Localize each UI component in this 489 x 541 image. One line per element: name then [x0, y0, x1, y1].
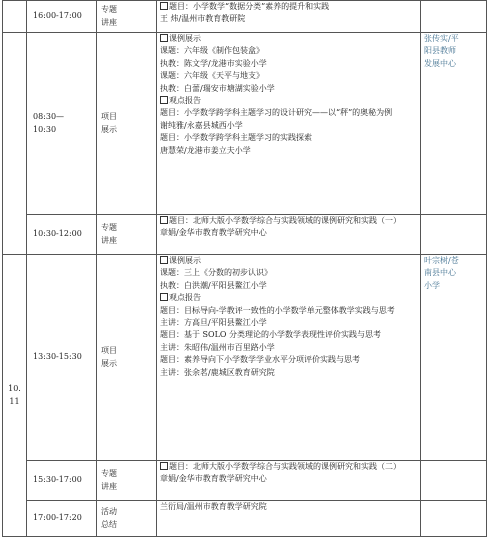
content-line: 执教：白洪潮/平阳县鳌江小学: [160, 280, 267, 290]
checkbox-icon: [160, 216, 168, 224]
checkbox-icon: [160, 293, 168, 301]
content-line: 题目：小学数学跨学科主题学习的实践探索: [160, 133, 312, 143]
table-row: [3, 215, 487, 255]
content-cell: [157, 215, 421, 255]
checkbox-icon: [160, 96, 168, 104]
content-line: 题目：北师大版小学数学综合与实践领域的课例研究和实践（一）: [160, 215, 418, 227]
checkbox-icon: [160, 34, 168, 42]
content-line: 题目：素养导向下小学数学学业水平分项评价实践与思考: [160, 355, 360, 365]
checkbox-icon: [160, 256, 168, 264]
type-cell: 专题 讲座: [97, 1, 157, 33]
table-row: [3, 501, 487, 537]
content-line: 王 炜/温州市教育教研院: [160, 14, 246, 24]
content-line: 课题：三上《分数的初步认识》: [160, 268, 272, 278]
time-cell: 10:30-12:00: [27, 215, 97, 255]
host-cell: [421, 1, 487, 33]
content-line: 章娟/金华市教育教学研究中心: [160, 228, 267, 238]
type-cell: 项目 展示: [97, 255, 157, 461]
content-line: 题目：目标导向-学教评一致性的小学数学单元整体教学实践与思考: [160, 305, 395, 315]
content-line: 谢纯雅/永嘉县城西小学: [160, 120, 243, 130]
table-row: [3, 1, 487, 33]
table-row: [3, 33, 487, 215]
checkbox-icon: [160, 462, 168, 470]
host-cell: [421, 215, 487, 255]
table-row: [3, 461, 487, 501]
content-line: 题目：小学数学“数据分类”素养的提升和实践: [160, 1, 418, 13]
host-cell: [421, 501, 487, 537]
content-line: 章娟/金华市教育教学研究中心: [160, 474, 267, 484]
type-cell: 活动 总结: [97, 501, 157, 537]
content-line: 课题：六年级《制作包装盒》: [160, 46, 264, 56]
content-line: 主讲：张余茗/鹿城区教育研究院: [160, 367, 275, 377]
content-line: 执教：白蕾/瑞安市塘湖实验小学: [160, 83, 275, 93]
table-row: [3, 255, 487, 461]
time-cell: 13:30-15:30: [27, 255, 97, 461]
content-line: 主讲：方高旦/平阳县鳌江小学: [160, 318, 267, 328]
date-cell-empty: [3, 1, 27, 33]
content-line: 题目：北师大版小学数学综合与实践领域的课例研究和实践（二）: [160, 461, 418, 473]
content-cell: [157, 1, 421, 33]
content-cell: [157, 255, 421, 461]
content-line: 课例展示: [160, 255, 418, 267]
content-cell: [157, 461, 421, 501]
time-cell: 16:00-17:00: [27, 1, 97, 33]
type-cell: 专题 讲座: [97, 461, 157, 501]
schedule-table: [2, 0, 487, 537]
content-line: 课例展示: [160, 33, 418, 45]
checkbox-icon: [160, 2, 168, 10]
content-line: 兰衍局/温州市教育教学研究院: [160, 502, 267, 511]
content-line: 观点报告: [160, 95, 418, 107]
content-line: 课题：六年级《天平与地支》: [160, 71, 264, 81]
type-cell: 专题 讲座: [97, 215, 157, 255]
date-cell: 10. 11: [3, 255, 27, 537]
content-cell: [157, 501, 421, 537]
content-line: 执教：陈文学/龙港市实验小学: [160, 58, 267, 68]
content-line: 主讲：朱昭伟/温州市百里路小学: [160, 342, 275, 352]
content-line: 题目：小学数学跨学科主题学习的设计研究——以“秤”的奥秘为例: [160, 108, 393, 118]
host-cell: 张传实/平 阳县教师 发展中心: [421, 33, 487, 215]
host-cell: [421, 461, 487, 501]
time-cell: 17:00-17:20: [27, 501, 97, 537]
content-line: 观点报告: [160, 292, 418, 304]
time-cell: 15:30-17:00: [27, 461, 97, 501]
content-line: 题目：基于 SOLO 分类理论的小学数学表现性评价实践与思考: [160, 330, 381, 340]
schedule-body: [3, 1, 487, 537]
date-cell-empty: [3, 33, 27, 255]
time-cell: 08:30— 10:30: [27, 33, 97, 215]
content-cell: [157, 33, 421, 215]
content-line: 唐慧荣/龙港市姜立夫小学: [160, 145, 251, 155]
type-cell: 项目 展示: [97, 33, 157, 215]
host-cell: 叶宗树/苍 南县中心 小学: [421, 255, 487, 461]
